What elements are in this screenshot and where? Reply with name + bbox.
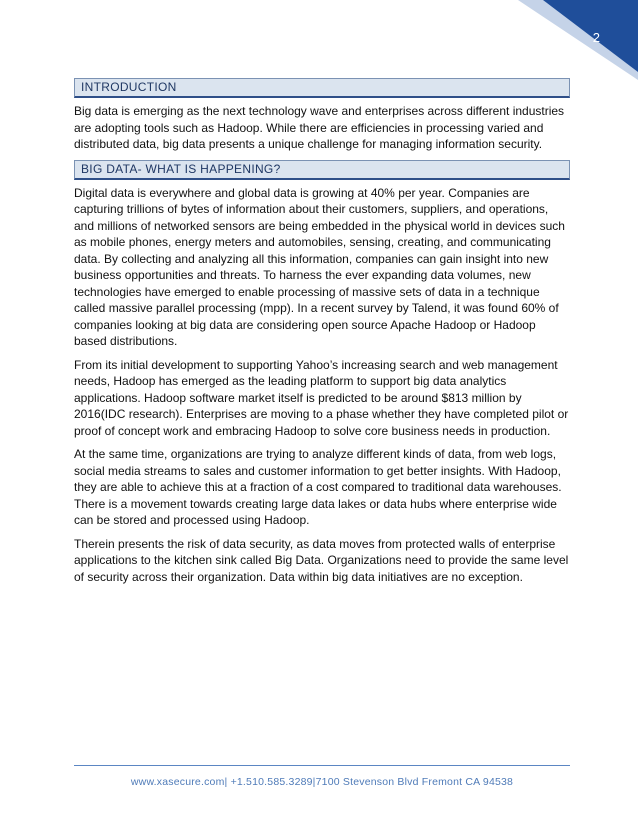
paragraph: Digital data is everywhere and global data is growing at 40% per year. Companies are capturing trillions of bytes of information about their customers, suppliers, and operations, and millions of networked sensors are being embedded in the physical world in devices such as mobile phones, energy meters and automobiles, sensing, creating, and communicating data. By collecting and analyzing all this information, companies can gain insight into new business opportunities and threats. To harness the ever expanding data volumes, new technologies have emerged to enable processing of massive sets of data in a technique called massive parallel processing (mpp). In a recent survey by Talend, it was found 60% of companies looking at big data are considering open source Apache Hadoop or Hadoop based distributions.	[74, 185, 565, 348]
section-introduction	[74, 78, 570, 153]
paragraph: Therein presents the risk of data security, as data moves from protected walls of enterprise applications to the kitchen sink called Big Data. Organizations need to provide the same level of security across their organization. Data within big data initiatives are no exception.	[74, 536, 569, 584]
paragraph: At the same time, organizations are trying to analyze different kinds of data, from web logs, social media streams to sales and customer information to get better insights. With Hadoop, they are able to achieve this at a fraction of a cost compared to traditional data warehouses. There is a movement towards creating large data lakes or data hubs where enterprise wide can be stored and processed using Hadoop.	[74, 447, 562, 527]
page-number: 2	[592, 30, 600, 45]
paragraph: From its initial development to supporting Yahoo’s increasing search and web management needs, Hadoop has emerged as the leading platform to support big data analytics applications. Hadoop software market itself is predicted to be around $813 million by 2016(IDC research). Enterprises are moving to a phase whether they have completed pilot or proof of concept work and embracing Hadoop to solve core business needs in production.	[74, 357, 569, 438]
section-heading: BIG DATA- WHAT IS HAPPENING?	[74, 160, 570, 180]
footer-divider	[74, 765, 570, 766]
section-heading: INTRODUCTION	[74, 78, 570, 98]
corner-decoration	[498, 0, 638, 80]
paragraph: Big data is emerging as the next technology wave and enterprises across different industries are adopting tools such as Hadoop. While there are efficiencies in processing varied and distributed data, big data presents a unique challenge for managing information security.	[74, 104, 565, 151]
section-big-data	[74, 160, 570, 586]
document-body	[74, 78, 570, 592]
footer-contact: www.xasecure.com| +1.510.585.3289|7100 Stevenson Blvd Fremont CA 94538	[130, 776, 514, 788]
